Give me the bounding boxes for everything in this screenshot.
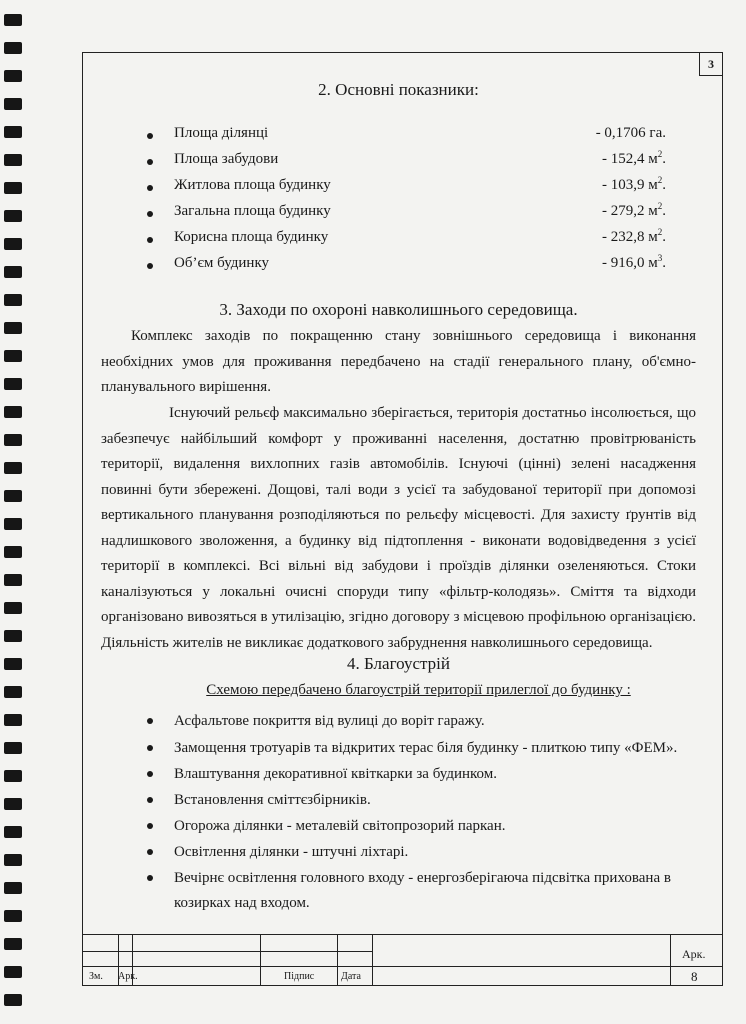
binding-ring: [4, 378, 22, 390]
title-block-line: [260, 934, 261, 986]
binding-ring: [4, 98, 22, 110]
section-2-title: 2. Основні показники:: [318, 80, 479, 99]
binding-ring: [4, 714, 22, 726]
indicator-label: Житлова площа будинку: [174, 177, 331, 193]
binding-ring: [4, 882, 22, 894]
binding-ring: [4, 910, 22, 922]
indicator-value: - 916,0 $м^3$.: [602, 253, 666, 271]
bullet-icon: [147, 797, 153, 803]
stamp-ark-label: Арк.: [118, 971, 138, 982]
binding-ring: [4, 574, 22, 586]
indicator-value: - 279,2 $м^2$.: [602, 201, 666, 219]
section-3-paragraph-1: Комплекс заходів по покращенню стану зовнішнього середовища і виконання необхідних умов для проживання передбачено на стадії генерального плану, об'ємно-планувального вирішення.: [101, 328, 696, 395]
binding-ring: [4, 994, 22, 1006]
binding-ring: [4, 154, 22, 166]
section-4-subtitle: Схемою передбачено благоустрій території прилеглої до будинку :: [206, 682, 631, 698]
binding-ring: [4, 266, 22, 278]
indicator-label: Об’єм будинку: [174, 255, 270, 271]
bullet-icon: [147, 263, 153, 269]
binding-ring: [4, 938, 22, 950]
bullet-icon: [147, 718, 153, 724]
bullet-icon: [147, 211, 153, 217]
title-block-line: [82, 966, 723, 967]
section-3-title: 3. Заходи по охороні навколишнього середовища.: [219, 300, 578, 319]
page-number-box: 3: [699, 53, 722, 76]
bullet-icon: [147, 159, 153, 165]
list-item: Асфальтове покриття від вулиці до воріт гаражу.: [147, 709, 688, 734]
binding-ring: [4, 182, 22, 194]
section-3-paragraph-2: Існуючий рельєф максимально зберігається, територія достатньо інсолюється, що забезпечує найбільший комфорт у проживанні населення, достатню провітрюваність території, видалення вихлопних газів автомобілів. Існуючі (цінні) зелені насадження повинні бути збережені. Дощові, талі води з усієї та забудованої території при допомозі вертикального планування розподіляються по рельєфу місцевості. Для захисту ґрунтів від надлишкового зволоження, а будинку від підтоплення - виконати водовідведення з усієї території в комплексі. Всі вільні від забудови і проїздів ділянки озеленяються. Стоки каналізуються у локальні очисні споруди типу «фільтр-колодязь». Сміття та відходи організовано вивозяться в утилізацію, згідно договору з місцевою профільною організацією. Діяльність жителів не викликає додаткового забруднення навколишнього середовища.: [101, 405, 696, 651]
indicator-value: - 152,4 $м^2$.: [602, 149, 666, 167]
title-block-line: [372, 934, 373, 986]
bullet-icon: [147, 823, 153, 829]
bullet-icon: [147, 771, 153, 777]
binding-ring: [4, 546, 22, 558]
binding-ring: [4, 686, 22, 698]
indicator-row: [174, 125, 666, 142]
binding-ring: [4, 630, 22, 642]
binding-ring: [4, 434, 22, 446]
bullet-icon: [147, 849, 153, 855]
binding-ring: [4, 966, 22, 978]
title-block-line: [82, 951, 372, 952]
binding-ring: [4, 126, 22, 138]
indicator-label: Загальна площа будинку: [174, 203, 331, 219]
binding-ring: [4, 210, 22, 222]
title-block: [82, 934, 723, 986]
bullet-icon: [147, 745, 153, 751]
bullet-icon: [147, 185, 153, 191]
title-block-line: [670, 934, 671, 986]
binding-ring: [4, 42, 22, 54]
list-item: Вечірнє освітлення головного входу - енергозберігаюча підсвітка прихована в козирках над входом.: [147, 866, 688, 916]
stamp-date-label: Дата: [341, 971, 361, 982]
title-block-line: [82, 934, 723, 935]
list-item: Влаштування декоративної квіткарки за будинком.: [147, 762, 688, 787]
binding-ring: [4, 490, 22, 502]
binding-ring: [4, 350, 22, 362]
binding-ring: [4, 322, 22, 334]
stamp-signature-label: Підпис: [284, 971, 315, 982]
binding-ring: [4, 70, 22, 82]
list-item: Огорожа ділянки - металевій світопрозорий паркан.: [147, 814, 688, 839]
indicator-label: Корисна площа будинку: [174, 229, 329, 245]
binding-ring: [4, 14, 22, 26]
binding-ring: [4, 742, 22, 754]
bullet-icon: [147, 875, 153, 881]
indicator-row: [174, 229, 666, 246]
stamp-zm-label: Зм.: [89, 971, 103, 982]
binding-ring: [4, 658, 22, 670]
sheet-label: Арк.: [682, 947, 706, 961]
title-block-line: [337, 934, 338, 986]
binding-ring: [4, 238, 22, 250]
binding-ring: [4, 854, 22, 866]
binding-ring: [4, 798, 22, 810]
indicator-row: [174, 177, 666, 194]
binding-ring: [4, 518, 22, 530]
list-item: Встановлення сміттєзбірників.: [147, 788, 688, 813]
indicator-value: - 0,1706 га.: [595, 125, 666, 141]
list-item: Замощення тротуарів та відкритих терас біля будинку - плиткою типу «ФЕМ».: [147, 736, 688, 761]
binding-ring: [4, 770, 22, 782]
binding-ring: [4, 602, 22, 614]
spiral-binding: [0, 0, 26, 1024]
indicator-label: Площа забудови: [174, 151, 279, 167]
bullet-icon: [147, 133, 153, 139]
indicator-label: Площа ділянці: [174, 125, 269, 141]
indicator-value: - 103,9 $м^2$.: [602, 175, 666, 193]
binding-ring: [4, 294, 22, 306]
binding-ring: [4, 462, 22, 474]
indicator-value: - 232,8 $м^2$.: [602, 227, 666, 245]
indicator-row: [174, 151, 666, 168]
indicator-row: [174, 255, 666, 272]
sheet-number: 8: [691, 969, 698, 984]
list-item: Освітлення ділянки - штучні ліхтарі.: [147, 840, 688, 865]
section-4-title: 4. Благоустрій: [347, 654, 450, 673]
binding-ring: [4, 406, 22, 418]
indicator-row: [174, 203, 666, 220]
binding-ring: [4, 826, 22, 838]
bullet-icon: [147, 237, 153, 243]
